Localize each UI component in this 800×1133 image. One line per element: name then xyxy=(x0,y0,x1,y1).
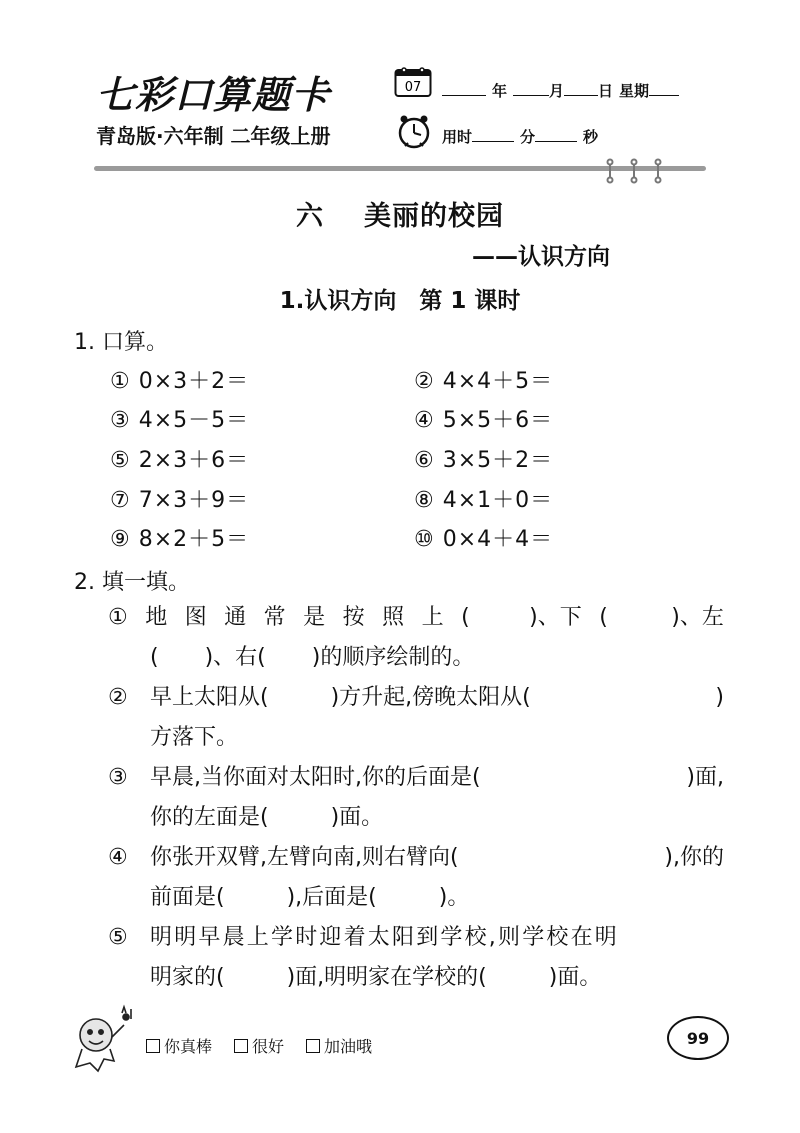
seconds-label: 秒 xyxy=(583,128,599,146)
text-fragment: )、左 xyxy=(671,605,724,630)
text-fragment: ( xyxy=(150,645,159,670)
text-fragment: )面。 xyxy=(330,805,384,830)
unit-number: 六 xyxy=(296,201,324,232)
text-fragment: 你张开双臂,左臂向南,则右臂向( xyxy=(150,845,459,870)
weekday-blank[interactable] xyxy=(649,81,679,96)
question-line xyxy=(108,878,724,918)
text-fragment: ),你的 xyxy=(664,845,724,870)
problem-expression: 4×5－5＝ xyxy=(138,408,250,433)
question-number: ③ xyxy=(108,765,128,790)
text-fragment: )的顺序绘制的。 xyxy=(311,645,475,670)
problem-item xyxy=(110,522,249,553)
section1-heading: 1. 口算。 xyxy=(74,330,168,355)
question-line xyxy=(108,798,724,838)
text-fragment: ) xyxy=(715,685,724,710)
problem-expression: 4×4＋5＝ xyxy=(442,369,554,394)
problem-number: ⑩ xyxy=(414,527,435,552)
problem-expression: 8×2＋5＝ xyxy=(138,527,250,552)
day-blank[interactable] xyxy=(564,81,598,96)
problem-expression: 2×3＋6＝ xyxy=(138,448,250,473)
text-fragment: )、右( xyxy=(204,645,266,670)
fill-question xyxy=(108,918,724,998)
mascot-illustration xyxy=(68,1003,138,1075)
text-fragment: )方升起,傍晚太阳从( xyxy=(330,685,531,710)
fill-question xyxy=(108,838,724,918)
text-fragment: 是 xyxy=(303,605,326,630)
text-fragment: )面, xyxy=(686,765,724,790)
problem-item xyxy=(414,364,553,395)
question-line xyxy=(108,758,724,798)
date-line xyxy=(442,80,679,101)
problem-number: ① xyxy=(110,369,131,394)
fill-question xyxy=(108,598,724,678)
seconds-blank[interactable] xyxy=(535,127,577,142)
problem-number: ② xyxy=(414,369,435,394)
problem-expression: 3×5＋2＝ xyxy=(442,448,554,473)
problem-item xyxy=(110,403,249,434)
unit-subtitle: ——认识方向 xyxy=(472,244,610,270)
problem-item xyxy=(414,443,553,474)
text-fragment: 早晨,当你面对太阳时,你的后面是( xyxy=(150,765,481,790)
problem-number: ⑨ xyxy=(110,527,131,552)
question-number: ④ xyxy=(108,845,128,870)
text-fragment: 你的左面是( xyxy=(150,805,269,830)
year-label: 年 xyxy=(492,82,508,100)
unit-name: 美丽的校园 xyxy=(364,201,504,232)
calendar-day-text: 07 xyxy=(404,80,422,95)
self-rating xyxy=(146,1034,372,1057)
unit-title xyxy=(0,194,800,233)
rating-option[interactable] xyxy=(234,1034,284,1057)
brand-title: 七彩口算题卡 xyxy=(96,73,331,117)
rating-option[interactable] xyxy=(306,1034,372,1057)
clock-icon xyxy=(396,113,432,149)
text-fragment: 通 xyxy=(224,605,247,630)
problem-number: ⑧ xyxy=(414,488,435,513)
problem-number: ⑤ xyxy=(110,448,131,473)
rating-label: 你真棒 xyxy=(164,1037,213,1056)
lesson-title: 1.认识方向 第 1 课时 xyxy=(279,288,521,314)
problem-number: ④ xyxy=(414,408,435,433)
problem-expression: 0×3＋2＝ xyxy=(138,369,250,394)
question-number: ⑤ xyxy=(108,925,128,950)
problem-number: ⑦ xyxy=(110,488,131,513)
text-fragment: 明明早晨上学时迎着太阳到学校,则学校在明 xyxy=(150,925,619,950)
checkbox-icon[interactable] xyxy=(306,1039,320,1053)
text-fragment: 早上太阳从( xyxy=(150,685,269,710)
problem-item xyxy=(110,483,249,514)
text-fragment: 常 xyxy=(263,605,286,630)
day-label: 日 xyxy=(598,82,614,100)
text-fragment: ( xyxy=(599,605,608,630)
question-line xyxy=(108,598,724,638)
text-fragment: )面。 xyxy=(548,965,602,990)
question-line xyxy=(108,718,724,758)
checkbox-icon[interactable] xyxy=(146,1039,160,1053)
minutes-blank[interactable] xyxy=(472,127,514,142)
problem-item xyxy=(414,522,553,553)
text-fragment: ( xyxy=(461,605,470,630)
calendar-icon xyxy=(394,66,432,98)
question-number: ① xyxy=(108,605,128,630)
question-line xyxy=(108,918,724,958)
text-fragment: 按 xyxy=(342,605,365,630)
text-fragment: )面,明明家在学校的( xyxy=(286,965,487,990)
problem-expression: 7×3＋9＝ xyxy=(138,488,250,513)
text-fragment: 上 xyxy=(421,605,444,630)
question-line xyxy=(108,838,724,878)
problem-expression: 4×1＋0＝ xyxy=(442,488,554,513)
text-fragment: 图 xyxy=(184,605,207,630)
rating-option[interactable] xyxy=(146,1034,212,1057)
month-blank[interactable] xyxy=(513,81,549,96)
text-fragment: 明家的( xyxy=(150,965,225,990)
problem-number: ③ xyxy=(110,408,131,433)
problem-item xyxy=(110,364,249,395)
problem-number: ⑥ xyxy=(414,448,435,473)
text-fragment: )、下 xyxy=(529,605,582,630)
text-fragment: 方落下。 xyxy=(150,725,239,750)
text-fragment: 照 xyxy=(382,605,405,630)
weekday-label: 星期 xyxy=(619,82,650,100)
text-fragment: 前面是( xyxy=(150,885,225,910)
text-fragment: )。 xyxy=(438,885,470,910)
problem-expression: 0×4＋4＝ xyxy=(442,527,554,552)
time-prefix-label: 用时 xyxy=(442,128,473,146)
question-line xyxy=(108,638,724,678)
ruler-ticks-decoration xyxy=(600,158,670,184)
fill-question xyxy=(108,678,724,758)
problem-item xyxy=(414,483,553,514)
question-line xyxy=(108,678,724,718)
problem-expression: 5×5＋6＝ xyxy=(442,408,554,433)
problem-item xyxy=(110,443,249,474)
text-fragment: ),后面是( xyxy=(286,885,377,910)
fill-question xyxy=(108,758,724,838)
question-line xyxy=(108,958,724,998)
year-blank[interactable] xyxy=(442,81,486,96)
rating-label: 很好 xyxy=(252,1037,285,1056)
month-label: 月 xyxy=(549,82,565,100)
section2-heading: 2. 填一填。 xyxy=(74,570,190,595)
text-fragment: 地 xyxy=(145,605,168,630)
rating-label: 加油哦 xyxy=(324,1037,373,1056)
edition-label: 青岛版·六年制 二年级上册 xyxy=(96,124,331,148)
time-line xyxy=(442,126,598,147)
minutes-label: 分 xyxy=(520,128,536,146)
problem-item xyxy=(414,403,553,434)
checkbox-icon[interactable] xyxy=(234,1039,248,1053)
page-number: 99 xyxy=(667,1016,729,1060)
question-number: ② xyxy=(108,685,128,710)
